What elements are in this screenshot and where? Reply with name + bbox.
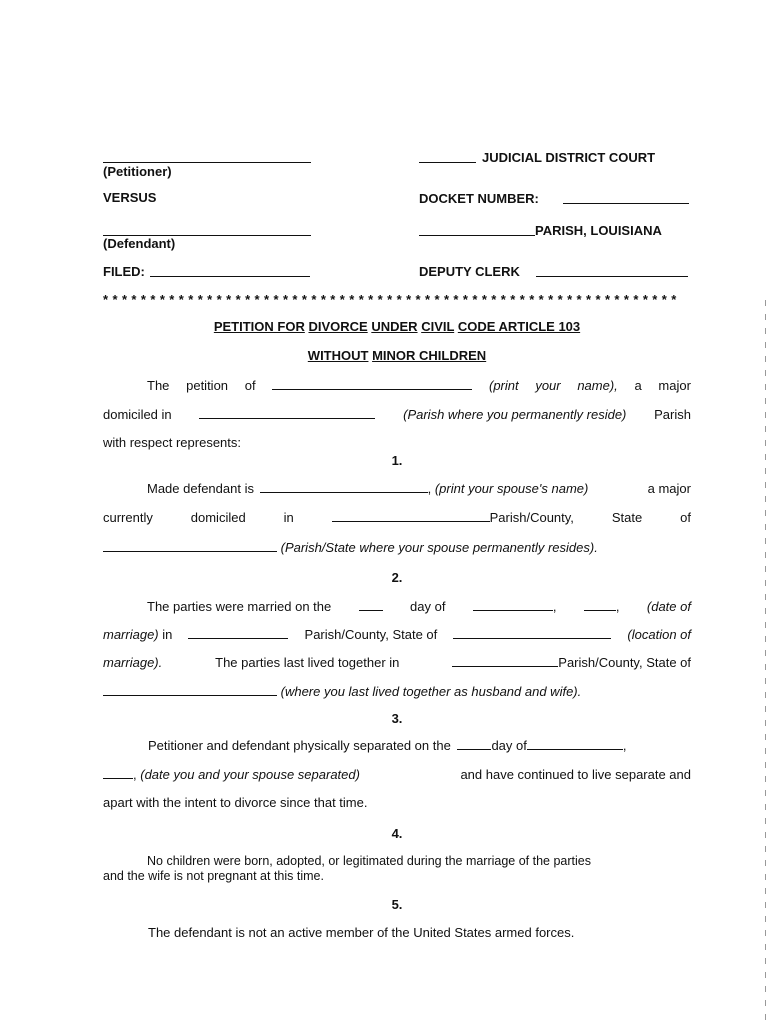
p3-day-of: day of — [491, 738, 527, 753]
p1-spouse-residence-hint: (Parish/State where your spouse permanently resides). — [280, 540, 598, 555]
intro-word-a: a — [634, 378, 642, 393]
docket-number-line[interactable] — [563, 203, 689, 204]
p3-line-2 — [103, 766, 691, 782]
section-5-number: 5. — [391, 897, 403, 912]
p4-line-2: and the wife is not pregnant at this time. — [103, 869, 324, 883]
intro-parish-hint: (Parish where you permanently reside) — [403, 407, 627, 422]
intro-line-2 — [103, 406, 691, 422]
marriage-state-blank[interactable] — [453, 626, 611, 639]
p2-comma-1: , — [552, 599, 557, 614]
intro-word-petition: petition — [186, 378, 229, 393]
p3-comma-2: , — [133, 767, 137, 782]
p2-comma-2: , — [615, 599, 620, 614]
p1-of: of — [680, 510, 691, 525]
spouse-name-blank[interactable] — [260, 480, 428, 493]
petitioner-name-blank[interactable] — [272, 377, 472, 390]
p2-in: in — [162, 627, 173, 642]
p1-spouse-hint: (print your spouse's name) — [434, 481, 589, 496]
document-title — [103, 319, 691, 334]
p1-state: State — [611, 510, 643, 525]
title-word-2: DIVORCE — [308, 319, 368, 334]
marriage-month-blank[interactable] — [473, 598, 553, 611]
spouse-parish-blank[interactable] — [332, 509, 490, 522]
separation-day-blank[interactable] — [457, 737, 491, 750]
p2-location-hint: (location of — [627, 627, 691, 642]
p2-last-lived: The parties last lived together in — [215, 655, 400, 670]
intro-hint-print: (print — [488, 378, 519, 393]
p3-separation-hint: (date you and your spouse separated) — [140, 767, 360, 782]
parish-label: PARISH, LOUISIANA — [535, 223, 662, 238]
p3-separated-on: Petitioner and defendant physically separated on the — [148, 738, 451, 753]
section-3-number: 3. — [391, 711, 403, 726]
p2-date-hint: (date of — [646, 599, 691, 614]
p1-comma: , — [427, 481, 432, 496]
parish-line[interactable] — [419, 235, 535, 236]
title-word-3: UNDER — [371, 319, 418, 334]
intro-word-major: major — [658, 378, 691, 393]
p2-parish-state-of: Parish/County, State of — [304, 627, 438, 642]
petitioner-name-line[interactable] — [103, 162, 311, 163]
p2-last-lived-hint: (where you last lived together as husband and wife). — [280, 684, 582, 699]
petitioner-parish-blank[interactable] — [199, 406, 375, 419]
p1-domiciled: domiciled — [190, 510, 246, 525]
defendant-label: (Defendant) — [103, 236, 176, 251]
p1-line-2 — [103, 509, 691, 525]
p3-line-1 — [148, 737, 691, 753]
filed-line[interactable] — [150, 276, 310, 277]
title-word-5: CODE ARTICLE 103 — [457, 319, 581, 334]
p1-line-1 — [147, 480, 691, 496]
p4-line-1: No children were born, adopted, or legitimated during the marriage of the parties — [147, 854, 592, 868]
intro-line-3: with respect represents: — [103, 435, 242, 450]
p1-in: in — [283, 510, 294, 525]
spouse-state-blank[interactable] — [103, 539, 277, 552]
p2-line-1 — [147, 598, 691, 614]
p2-line-2 — [103, 626, 691, 642]
p5-line-1: The defendant is not an active member of the United States armed forces. — [148, 925, 575, 940]
p3-continued: and have continued to live separate and — [460, 767, 691, 782]
p1-made-defendant: Made defendant is — [147, 481, 254, 496]
district-number-line[interactable] — [419, 162, 476, 163]
p2-line-3 — [103, 654, 691, 670]
p2-marriage-hint: marriage) — [103, 627, 159, 642]
p1-line-3 — [103, 539, 691, 555]
p2-marriage-hint-end: marriage). — [103, 655, 163, 670]
p2-married-on: The parties were married on the — [147, 599, 332, 614]
marriage-year-blank[interactable] — [584, 598, 616, 611]
p3-comma-1: , — [622, 738, 627, 753]
intro-line-1 — [147, 377, 691, 393]
marriage-parish-blank[interactable] — [188, 626, 288, 639]
separator-line: * * * * * * * * * * * * * * * * * * * * * * * * * * * * * * * * * * * * * * * * * * * * * * * * * * * * * * * * * * * * * — [103, 292, 677, 307]
last-lived-parish-blank[interactable] — [452, 654, 558, 667]
marriage-day-blank[interactable] — [359, 598, 383, 611]
intro-parish-word: Parish — [654, 407, 691, 422]
intro-word-the: The — [147, 378, 170, 393]
p2-day-of: day of — [410, 599, 446, 614]
document-subtitle — [103, 348, 691, 363]
filed-label: FILED: — [103, 264, 145, 279]
section-2-number: 2. — [391, 570, 403, 585]
deputy-clerk-label: DEPUTY CLERK — [419, 264, 520, 279]
scan-edge-artifact — [765, 300, 766, 1020]
p1-a-major: a major — [647, 481, 691, 496]
subtitle-word-2: MINOR CHILDREN — [372, 348, 487, 363]
title-word-1: PETITION FOR — [213, 319, 305, 334]
court-label: JUDICIAL DISTRICT COURT — [482, 150, 656, 165]
title-word-4: CIVIL — [421, 319, 455, 334]
deputy-clerk-line[interactable] — [536, 276, 688, 277]
p1-currently: currently — [103, 510, 153, 525]
p1-parish-county: Parish/County, — [489, 510, 574, 525]
p2-parish-state-of-2: Parish/County, State of — [558, 655, 691, 670]
versus-label: VERSUS — [103, 190, 157, 205]
separation-month-blank[interactable] — [527, 737, 623, 750]
intro-word-of: of — [244, 378, 256, 393]
p2-line-4 — [103, 683, 691, 699]
intro-hint-name: name), — [577, 378, 618, 393]
subtitle-word-1: WITHOUT — [307, 348, 369, 363]
petitioner-label: (Petitioner) — [103, 164, 172, 179]
intro-domiciled: domiciled in — [103, 407, 172, 422]
p3-line-3: apart with the intent to divorce since that time. — [103, 795, 368, 810]
section-4-number: 4. — [391, 826, 403, 841]
section-1-number: 1. — [391, 453, 403, 468]
intro-hint-your: your — [535, 378, 561, 393]
docket-label: DOCKET NUMBER: — [419, 191, 539, 206]
separation-year-blank[interactable] — [103, 766, 133, 779]
last-lived-state-blank[interactable] — [103, 683, 277, 696]
